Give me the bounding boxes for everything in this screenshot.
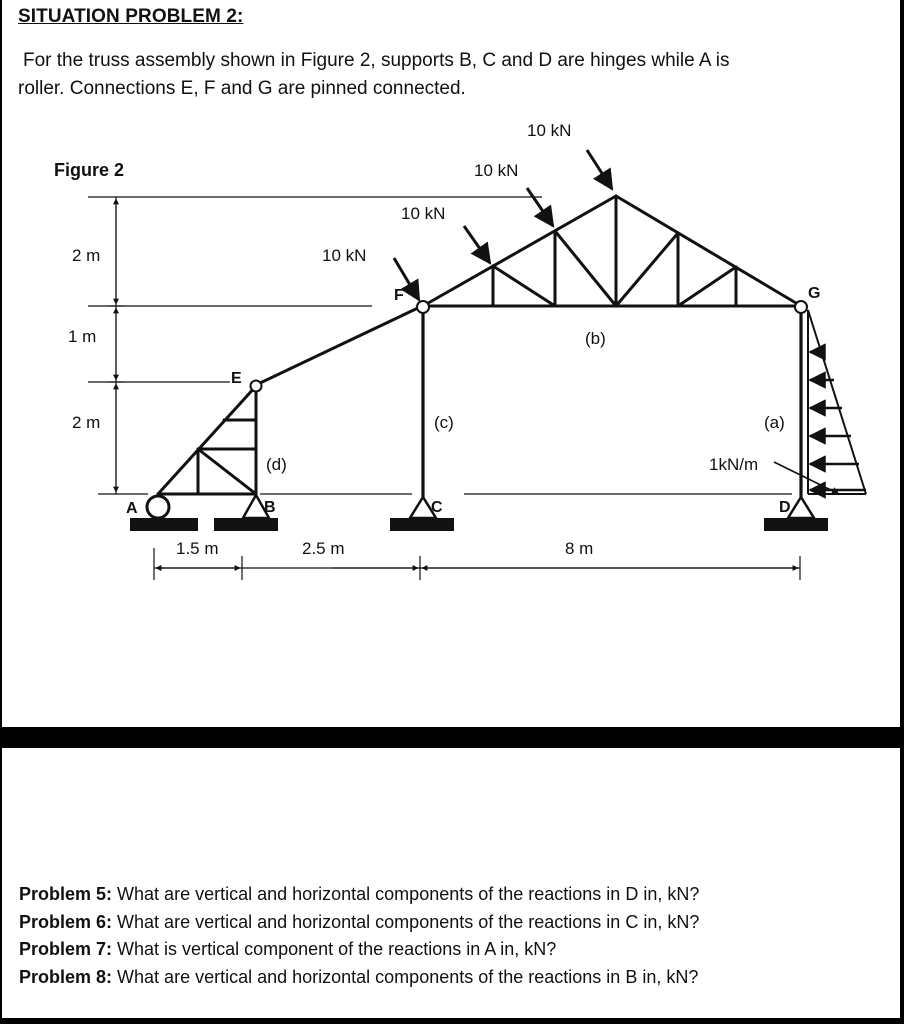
- dim-1m: 1 m: [68, 327, 97, 346]
- situation-heading: SITUATION PROBLEM 2:: [18, 6, 244, 27]
- member-d-label: (d): [266, 455, 287, 474]
- support-a: [130, 496, 198, 531]
- problem-text: What are vertical and horizontal components of the reactions in C in, kN?: [117, 911, 700, 932]
- dim-2m-top: 2 m: [72, 246, 101, 265]
- problem-label: Problem 5:: [19, 884, 113, 904]
- dim-2-5m: 2.5 m: [302, 539, 345, 558]
- support-d: [764, 497, 828, 531]
- node-b-label: B: [264, 499, 276, 516]
- node-g-label: G: [808, 285, 821, 302]
- problem-label: Problem 6:: [19, 911, 113, 932]
- load-label-4: 10 kN: [527, 121, 572, 140]
- truss-d: [158, 386, 256, 494]
- dim-8m: 8 m: [565, 539, 594, 558]
- truss-b: [423, 196, 801, 306]
- distributed-load: [774, 310, 866, 494]
- problem-label: Problem 7:: [19, 939, 113, 959]
- problem-item: [19, 881, 699, 909]
- node-c-label: C: [431, 499, 443, 516]
- statement-line-2: roller. Connections E, F and G are pinned connected.: [18, 78, 466, 99]
- distributed-load-label: 1kN/m: [709, 455, 759, 474]
- member-c-label: (c): [434, 413, 454, 432]
- problem-item: [19, 909, 699, 937]
- problem-page: [2, 0, 900, 727]
- problem-list: [19, 881, 699, 991]
- dim-1-5m: 1.5 m: [176, 539, 219, 558]
- support-c: [390, 497, 454, 531]
- load-label-1: 10 kN: [322, 246, 367, 265]
- truss-figure: [2, 0, 900, 727]
- node-f-label: F: [394, 287, 404, 304]
- joint-e: [251, 381, 262, 392]
- member-b-label: (b): [585, 329, 606, 348]
- load-label-3: 10 kN: [474, 161, 519, 180]
- node-d-label: D: [779, 499, 791, 516]
- problem-text: What are vertical and horizontal components of the reactions in B in, kN?: [117, 966, 699, 987]
- member-a-label: (a): [764, 413, 785, 432]
- link-ef: [258, 307, 420, 384]
- problem-item: [19, 964, 699, 992]
- joint-g: [795, 301, 807, 313]
- load-label-2: 10 kN: [401, 204, 446, 223]
- node-a-label: A: [126, 500, 138, 517]
- problem-item: [19, 936, 699, 964]
- problem-label: Problem 8:: [19, 966, 113, 987]
- dimension-arrows: [116, 199, 798, 568]
- statement-line-1: For the truss assembly shown in Figure 2, supports B, C and D are hinges while A is: [23, 50, 730, 71]
- figure-title: Figure 2: [54, 160, 125, 180]
- questions-page: [2, 748, 900, 1018]
- problem-text: What are vertical and horizontal components of the reactions in D in, kN?: [117, 884, 700, 904]
- joint-f: [417, 301, 429, 313]
- dim-2m-bottom: 2 m: [72, 413, 101, 432]
- problem-text: What is vertical component of the reactions in A in, kN?: [117, 939, 557, 959]
- node-e-label: E: [231, 370, 242, 387]
